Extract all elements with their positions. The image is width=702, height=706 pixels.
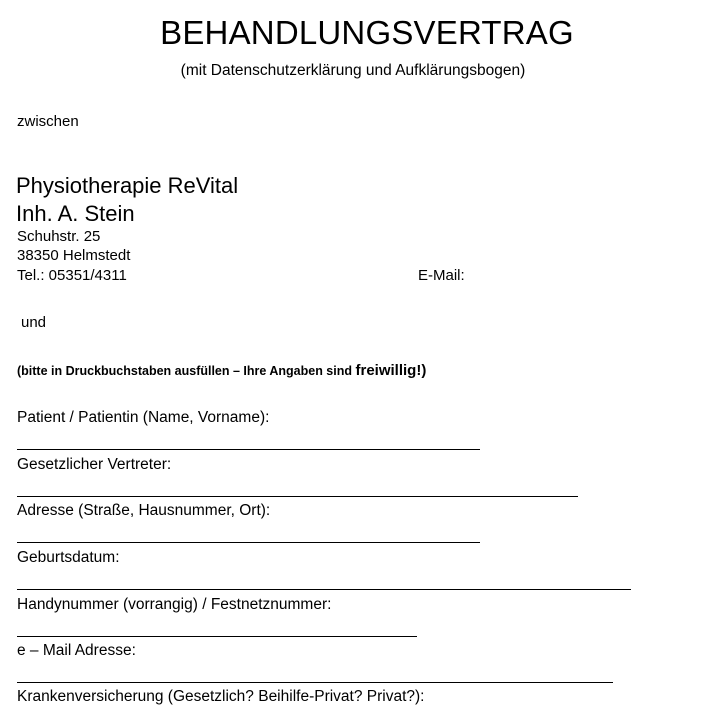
field-line-phone[interactable] <box>17 636 417 637</box>
field-line-email[interactable] <box>17 682 613 683</box>
document-title: BEHANDLUNGSVERTRAG <box>160 14 574 51</box>
between-label: zwischen <box>17 113 79 130</box>
fill-instruction-text: (bitte in Druckbuchstaben ausfüllen – Ihre Angaben sind <box>17 364 356 378</box>
field-label-birthdate: Geburtsdatum: <box>17 549 120 566</box>
field-label-insurance: Krankenversicherung (Gesetzlich? Beihilfe-Privat? Privat?): <box>17 688 425 705</box>
fill-instruction <box>17 362 426 379</box>
field-line-patient-name[interactable] <box>17 449 480 450</box>
field-line-birthdate[interactable] <box>17 589 631 590</box>
practice-owner: Inh. A. Stein <box>16 201 135 226</box>
practice-city: 38350 Helmstedt <box>17 247 131 264</box>
field-label-email: e – Mail Adresse: <box>17 642 136 659</box>
practice-name: Physiotherapie ReVital <box>16 173 239 198</box>
field-label-phone: Handynummer (vorrangig) / Festnetznummer: <box>17 596 332 613</box>
and-label: und <box>21 314 47 331</box>
document-subtitle: (mit Datenschutzerklärung und Aufklärungsbogen) <box>180 62 526 79</box>
field-label-legal-representative: Gesetzlicher Vertreter: <box>17 456 172 473</box>
field-line-legal-representative[interactable] <box>17 496 578 497</box>
field-label-address: Adresse (Straße, Hausnummer, Ort): <box>17 502 271 519</box>
practice-email-label: E-Mail: <box>418 267 465 284</box>
field-label-patient-name: Patient / Patientin (Name, Vorname): <box>17 409 270 426</box>
field-line-address[interactable] <box>17 542 480 543</box>
practice-phone: Tel.: 05351/4311 <box>17 267 127 284</box>
fill-instruction-emphasis: freiwillig!) <box>355 362 427 379</box>
practice-street: Schuhstr. 25 <box>17 228 101 245</box>
